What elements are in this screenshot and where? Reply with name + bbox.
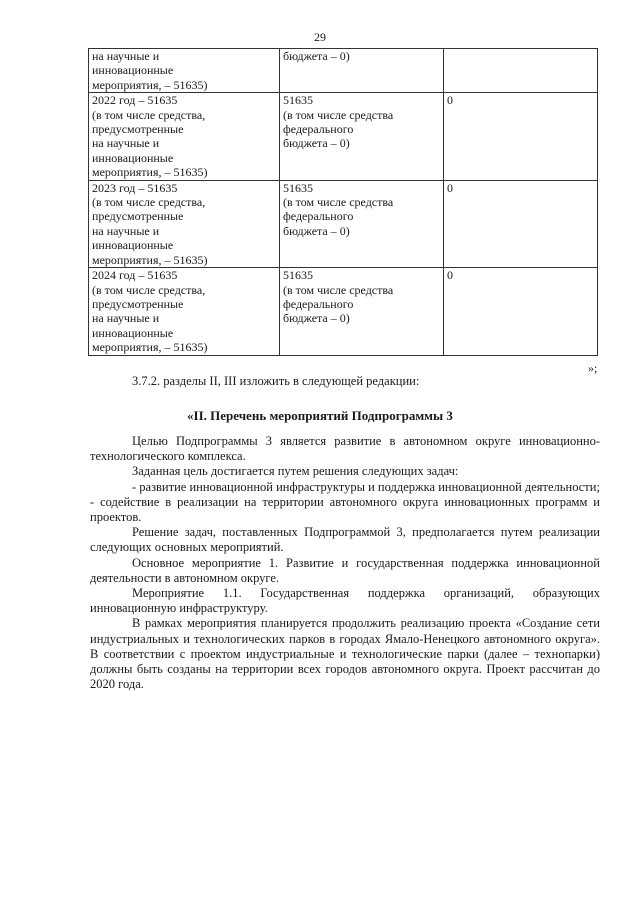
amendment-instruction: 3.7.2. разделы II, III изложить в следующей редакции: (132, 374, 420, 388)
table-cell: 0 (444, 180, 598, 267)
funding-table (88, 48, 598, 356)
closing-quote-mark: »; (588, 361, 598, 375)
table-cell: бюджета – 0) (280, 49, 444, 93)
paragraph: Решение задач, поставленных Подпрограммой 3, предполагается путем реализации следующих основных мероприятий. (90, 525, 600, 555)
table-cell (444, 49, 598, 93)
table-row (89, 180, 598, 267)
paragraph: В рамках мероприятия планируется продолжить реализацию проекта «Создание сети индустриальных и технологических парков в городах Ямало-Ненецкого автономного округа». В соответствии с проектом индустриальные и технологические парки (далее – технопарки) должны быть созданы на территории всех городов автономного округа. Проект рассчитан до 2020 года. (90, 616, 600, 692)
table-cell: 51635 (в том числе средства федерального бюджета – 0) (280, 268, 444, 355)
table-cell: 0 (444, 268, 598, 355)
table-cell: 2024 год – 51635 (в том числе средства, предусмотренные на научные и инновационные мероприятия, – 51635) (89, 268, 280, 355)
table-row (89, 49, 598, 93)
table-row (89, 268, 598, 355)
table-cell: 2023 год – 51635 (в том числе средства, предусмотренные на научные и инновационные мероприятия, – 51635) (89, 180, 280, 267)
paragraph: Заданная цель достигается путем решения следующих задач: (132, 464, 459, 479)
paragraph: Основное мероприятие 1. Развитие и государственная поддержка инновационной деятельности в автономном округе. (90, 555, 600, 585)
paragraph: Мероприятие 1.1. Государственная поддержка организаций, образующих инновационную инфраструктуру. (90, 586, 600, 616)
table-cell: 0 (444, 93, 598, 180)
table-cell: 2022 год – 51635 (в том числе средства, предусмотренные на научные и инновационные мероприятия, – 51635) (89, 93, 280, 180)
table-cell: 51635 (в том числе средства федерального бюджета – 0) (280, 93, 444, 180)
paragraph: - развитие инновационной инфраструктуры и поддержка инновационной деятельности; (132, 479, 600, 494)
paragraph: Целью Подпрограммы 3 является развитие в автономном округе инновационно-технологического комплекса. (90, 434, 600, 464)
section-title: «II. Перечень мероприятий Подпрограммы 3 (187, 408, 453, 423)
list-item: - содействие в реализации на территории автономного округа инновационных программ и проектов. (90, 494, 600, 525)
page-number: 29 (314, 30, 326, 44)
body-text (90, 434, 600, 692)
table-cell: на научные и инновационные мероприятия, – 51635) (89, 49, 280, 93)
table-row (89, 93, 598, 180)
table-cell: 51635 (в том числе средства федерального бюджета – 0) (280, 180, 444, 267)
